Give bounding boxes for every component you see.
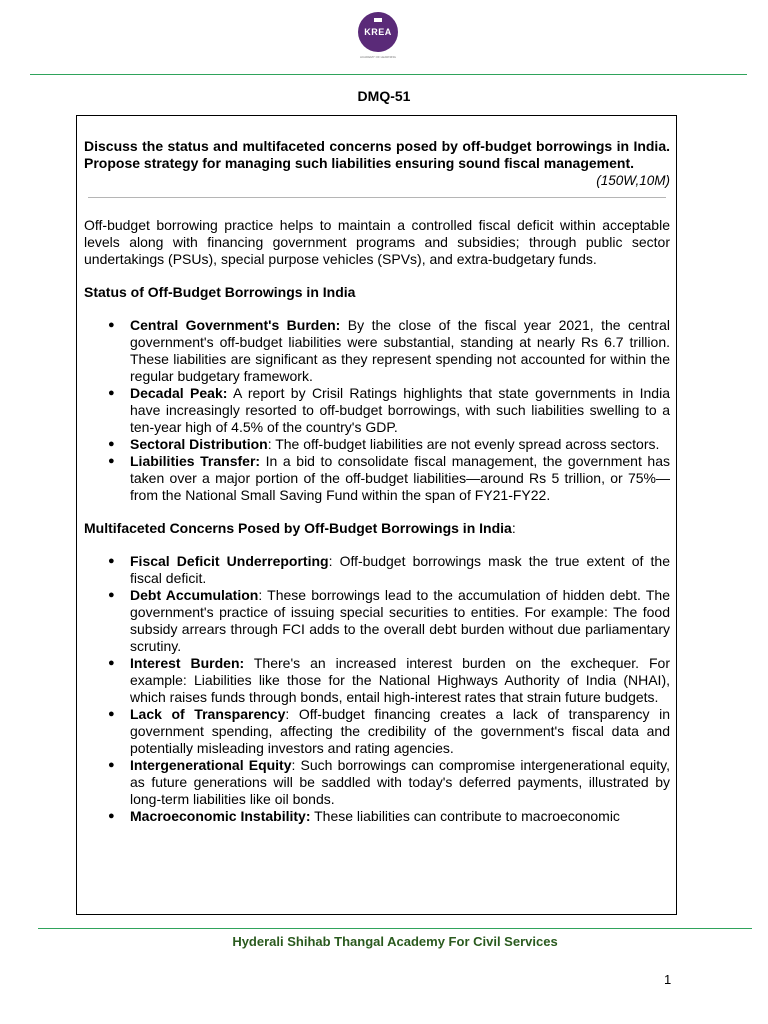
question-text: Discuss the status and multifaceted concerns posed by off-budget borrowings in India. Propose strategy for managing such liabilities ensuring sound fiscal management.: [84, 138, 670, 171]
item-text: : These borrowings lead to the accumulation of hidden debt. The government's practice of issuing special securities to entities. For example: The food subsidy arrears through FCI adds to the overall debt burden without due parliamentary scrutiny.: [130, 587, 670, 654]
question-divider: [88, 197, 666, 198]
footer-academy-name: Hyderali Shihab Thangal Academy For Civil Services: [232, 934, 558, 949]
list-item: [84, 553, 670, 587]
list-item: [84, 385, 670, 436]
item-text: : The off-budget liabilities are not evenly spread across sectors.: [267, 436, 660, 452]
list-item: [84, 453, 670, 504]
item-text: : Such borrowings can compromise intergenerational equity, as future generations will be saddled with today's deferred payments, illustrated by long-term liabilities like oil bonds.: [130, 757, 671, 807]
academy-logo: [356, 12, 400, 64]
list-item: [84, 808, 670, 825]
document-code: DMQ-51: [357, 88, 411, 104]
concerns-heading-colon: :: [511, 520, 516, 536]
item-title: Intergenerational Equity: [130, 757, 292, 773]
section-heading-concerns: [84, 520, 670, 537]
list-item: [84, 655, 670, 706]
concerns-heading-text: Multifaceted Concerns Posed by Off-Budget Borrowings in India: [84, 520, 512, 536]
graduation-cap-icon: [374, 18, 382, 22]
item-text: A report by Crisil Ratings highlights that state governments in India have increasingly resorted to off-budget borrowings, with such liabilities swelling to a ten-year high of 4.5% of the country's GDP.: [130, 385, 670, 435]
list-item: [84, 587, 670, 655]
item-title: Liabilities Transfer:: [130, 453, 261, 469]
intro-paragraph: Off-budget borrowing practice helps to maintain a controlled fiscal deficit within acceptable levels along with financing government programs and subsidies; through public sector undertakings (PSUs), special purpose vehicles (SPVs), and extra-budgetary funds.: [84, 217, 670, 267]
list-item: [84, 706, 670, 757]
item-text: By the close of the fiscal year 2021, the central government's off-budget liabilities were substantial, standing at nearly Rs 6.7 trillion. These liabilities are significant as they represent spending not accounted for within the regular budgetary framework.: [130, 317, 670, 384]
item-title: Sectoral Distribution: [130, 436, 268, 452]
page-number: 1: [664, 972, 672, 987]
logo-tagline: ACADEMY OF LEARNING: [360, 55, 396, 59]
list-item: [84, 757, 670, 808]
item-title: Interest Burden:: [130, 655, 245, 671]
logo-emblem: [358, 12, 398, 52]
item-title: Macroeconomic Instability:: [130, 808, 311, 824]
item-text: There's an increased interest burden on the exchequer. For example: Liabilities like those for the National Highways Authority of India (NHAI), which raises funds through bonds, entail high-interest rates that strain future budgets.: [130, 655, 671, 705]
item-text: These liabilities can contribute to macroeconomic: [310, 808, 620, 824]
item-title: Lack of Transparency: [130, 706, 286, 722]
concerns-list: [84, 553, 670, 825]
item-title: Debt Accumulation: [130, 587, 259, 603]
answer-box: [76, 115, 677, 915]
list-item: [84, 436, 670, 453]
item-title: Fiscal Deficit Underreporting: [130, 553, 329, 569]
logo-text: KREA: [364, 27, 392, 37]
status-list: [84, 317, 670, 504]
item-title: Decadal Peak:: [130, 385, 228, 401]
section-heading-status: Status of Off-Budget Borrowings in India: [84, 284, 356, 300]
item-text: In a bid to consolidate fiscal management, the government has taken over a major portion of the off-budget liabilities—around Rs 5 trillion, or 75%—from the National Small Saving Fund within the span of FY21-FY22.: [130, 453, 671, 503]
word-marks-limit: (150W,10M): [596, 173, 670, 188]
item-text: : Off-budget borrowings mask the true extent of the fiscal deficit.: [130, 553, 670, 586]
item-title: Central Government's Burden:: [130, 317, 341, 333]
header-divider: [30, 74, 747, 75]
item-text: : Off-budget financing creates a lack of transparency in government spending, affecting the credibility of the government's fiscal data and potentially misleading investors and rating agencies.: [130, 706, 671, 756]
list-item: [84, 317, 670, 385]
footer-divider: [38, 928, 752, 929]
